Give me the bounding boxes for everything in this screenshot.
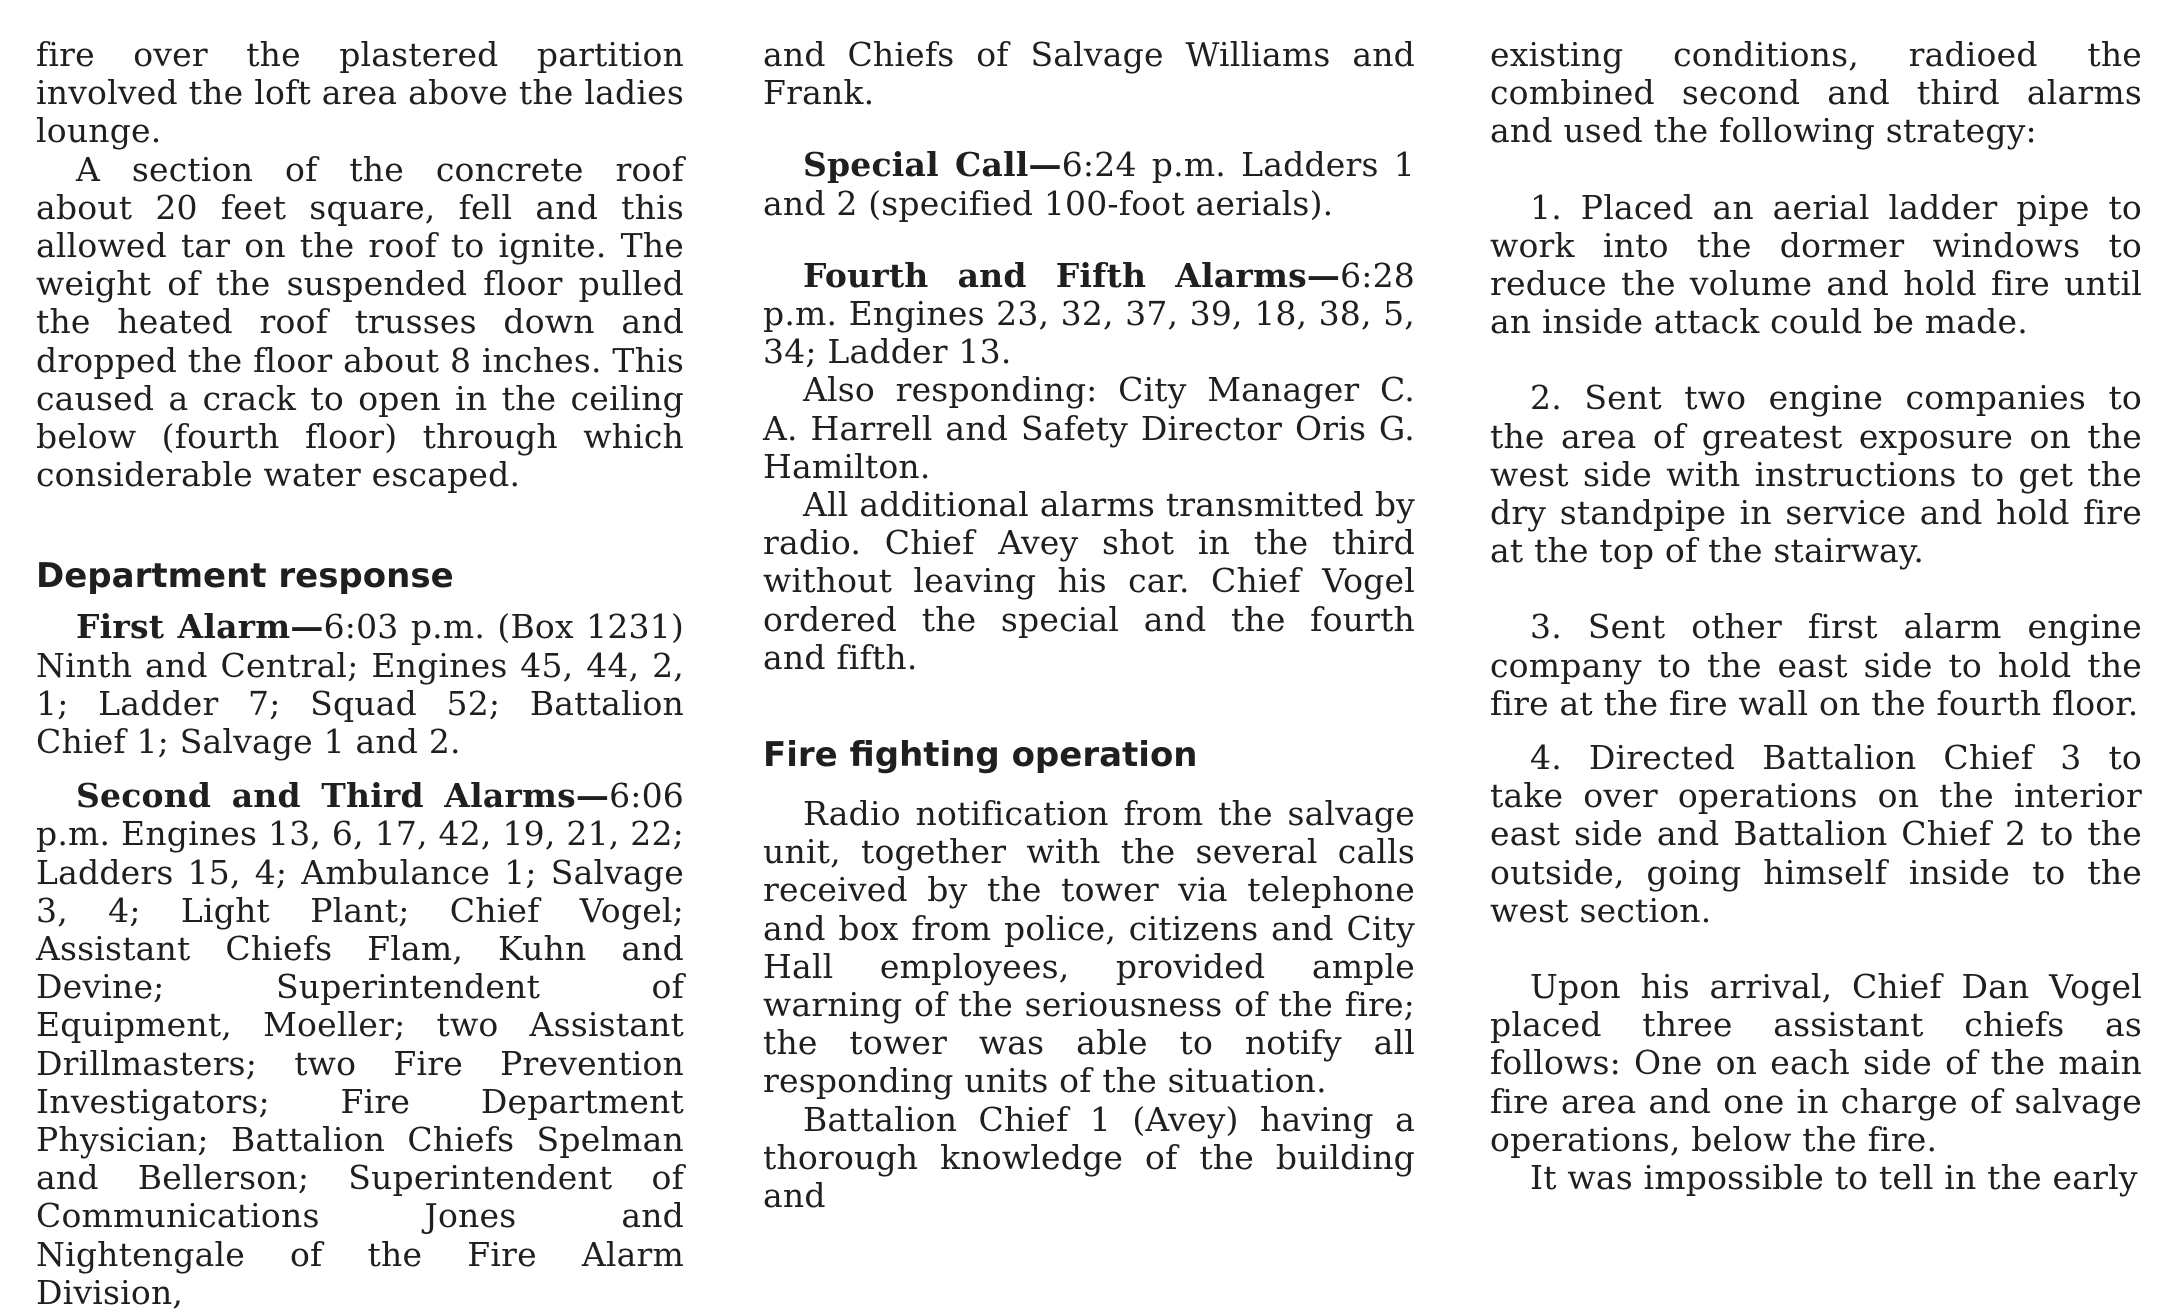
paragraph-body: 6:28 p.m. Engines 23, 32, 37, 39, 18, 38, 5, 34; Ladder 13.: [763, 255, 1415, 372]
paragraph-body: 6:03 p.m. (Box 1231) Ninth and Central; Engines 45, 44, 2, 1; Ladder 7; Squad 52; Battalion Chief 1; Salvage 1 and 2.: [36, 607, 684, 762]
text-column-2: [763, 36, 1415, 1215]
strategy-item-1: 1. Placed an aerial ladder pipe to work into the dormer windows to reduce the volume and hold fire until an inside attack could be made.: [1490, 187, 2142, 342]
paragraph-fourth-fifth-alarms: [763, 257, 1415, 372]
section-heading-department-response: Department response: [36, 556, 454, 597]
strategy-item-2: 2. Sent two engine companies to the area of greatest exposure on the west side with instructions to get the dry standpipe in service and hold fire at the top of the stairway.: [1490, 378, 2142, 571]
paragraph-body: 6:06 p.m. Engines 13, 6, 17, 42, 19, 21, 22; Ladders 15, 4; Ambulance 1; Salvage 3, 4; Light Plant; Chief Vogel; Assistant Chiefs Flam, Kuhn and Devine; Superintendent of Equipment, Moeller; two Assistant Drillmasters; two Fire Prevention Investigators; Fire Department Physician; Battalion Chiefs Spelman and Bellerson; Superintendent of Communications Jones and Nightengale of the Fire Alarm Division,: [36, 776, 684, 1312]
paragraph: fire over the plastered partition involved the loft area above the ladies lounge.: [36, 35, 684, 151]
paragraph-special-call: [763, 146, 1415, 222]
paragraph: and Chiefs of Salvage Williams and Frank.: [763, 35, 1415, 113]
paragraph: Upon his arrival, Chief Dan Vogel placed three assistant chiefs as follows: One on each side of the main fire area and one in charge of salvage operations, below the fire.: [1490, 967, 2142, 1159]
paragraph: All additional alarms transmitted by radio. Chief Avey shot in the third without leaving his car. Chief Vogel ordered the special and the fourth and fifth.: [763, 485, 1415, 677]
paragraph-lead: Fourth and Fifth Alarms—: [803, 255, 1341, 295]
paragraph: Also responding: City Manager C. A. Harrell and Safety Director Oris G. Hamilton.: [763, 370, 1415, 486]
text-column-3: [1490, 36, 2142, 1197]
paragraph-second-third-alarms: [36, 777, 684, 1312]
strategy-item-3: 3. Sent other first alarm engine company to the east side to hold the fire at the fire wall on the fourth floor.: [1490, 607, 2142, 723]
section-heading-fire-fighting-operation: Fire fighting operation: [763, 735, 1198, 776]
paragraph: It was impossible to tell in the early: [1530, 1158, 2138, 1198]
text-column-1: [36, 36, 684, 1312]
paragraph-lead: First Alarm—: [76, 607, 324, 647]
paragraph-lead: Second and Third Alarms—: [76, 776, 610, 816]
paragraph: existing conditions, radioed the combined second and third alarms and used the following strategy:: [1490, 35, 2142, 151]
strategy-item-4: 4. Directed Battalion Chief 3 to take over operations on the interior east side and Battalion Chief 2 to the outside, going himself inside to the west section.: [1490, 738, 2142, 930]
paragraph: Radio notification from the salvage unit, together with the several calls received by the tower via telephone and box from police, citizens and City Hall employees, provided ample warning of the seriousness of the fire; the tower was able to notify all responding units of the situation.: [763, 794, 1415, 1101]
paragraph-first-alarm: [36, 608, 684, 761]
paragraph-body: 6:24 p.m. Ladders 1 and 2 (specified 100-foot aerials).: [763, 145, 1415, 223]
paragraph-lead: Special Call—: [803, 145, 1062, 185]
paragraph: Battalion Chief 1 (Avey) having a thorough knowledge of the building and: [763, 1099, 1415, 1216]
paragraph: A section of the concrete roof about 20 feet square, fell and this allowed tar on the roof to ignite. The weight of the suspended floor pulled the heated roof trusses down and dropped the floor about 8 inches. This caused a crack to open in the ceiling below (fourth floor) through which considerable water escaped.: [36, 149, 684, 495]
